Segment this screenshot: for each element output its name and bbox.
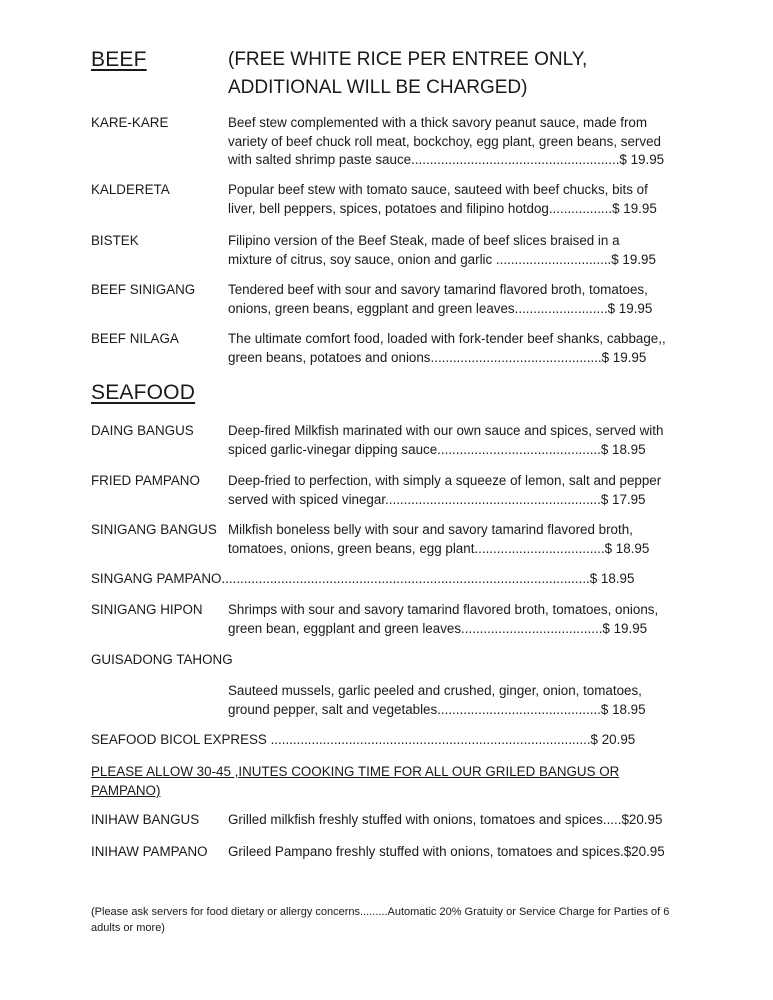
menu-item-name: BEEF NILAGA bbox=[91, 331, 179, 346]
menu-item-name: KARE-KARE bbox=[91, 115, 169, 130]
desc-line: spiced garlic-vinegar dipping sauce............................................$ 18.95 bbox=[228, 441, 646, 457]
menu-item-name: DAING BANGUS bbox=[91, 423, 194, 438]
footer-note: (Please ask servers for food dietary or allergy concerns.........Automatic 20% Gratuity or Service Charge for Parties of 6 adults or more) bbox=[91, 906, 670, 934]
menu-item-name: BISTEK bbox=[91, 233, 139, 248]
menu-item-name: SINIGANG BANGUS bbox=[91, 522, 217, 537]
cooking-time-notice: PLEASE ALLOW 30-45 ,INUTES COOKING TIME FOR ALL OUR GRILED BANGUS OR PAMPANO) bbox=[91, 764, 620, 798]
beef-section-title: BEEF bbox=[91, 48, 147, 71]
desc-line: Filipino version of the Beef Steak, made of beef slices braised in a bbox=[228, 233, 620, 248]
desc-line: served with spiced vinegar..........................................................$ 17.95 bbox=[228, 491, 646, 507]
menu-item-description bbox=[228, 472, 661, 509]
desc-line: variety of beef chuck roll meat, bockchoy, egg plant, green beans, served bbox=[228, 133, 661, 149]
desc-line: Popular beef stew with tomato sauce, sauteed with beef chucks, bits of bbox=[228, 182, 648, 197]
menu-item-name: FRIED PAMPANO bbox=[91, 473, 200, 488]
desc-line: Shrimps with sour and savory tamarind flavored broth, tomatoes, onions, bbox=[228, 602, 659, 617]
menu-item-name: BEEF SINIGANG bbox=[91, 282, 196, 297]
menu-item-description bbox=[228, 682, 646, 719]
desc-line: Milkfish boneless belly with sour and savory tamarind flavored broth, bbox=[228, 522, 633, 537]
desc-line: green bean, eggplant and green leaves......................................$ 19.95 bbox=[228, 620, 648, 636]
menu-item-description bbox=[228, 422, 663, 459]
menu-item-description bbox=[228, 521, 649, 558]
beef-rice-note-line1: (FREE WHITE RICE PER ENTREE ONLY, bbox=[228, 49, 588, 70]
desc-line: green beans, potatoes and onions..............................................$ 19.95 bbox=[228, 349, 647, 365]
beef-rice-note-line2: ADDITIONAL WILL BE CHARGED) bbox=[228, 77, 528, 98]
menu-item-name: KALDERETA bbox=[91, 182, 170, 197]
desc-line: with salted shrimp paste sauce........................................................$ 19.95 bbox=[228, 152, 665, 167]
menu-item-description: Grilled milkfish freshly stuffed with onions, tomatoes and spices.....$20.95 bbox=[228, 812, 663, 827]
menu-item-singang-pampano: SINGANG PAMPANO...................................................................................................$ 18.95 bbox=[91, 571, 635, 586]
menu-item-description bbox=[228, 232, 656, 269]
menu-item-name: INIHAW PAMPANO bbox=[91, 844, 208, 859]
desc-line: onions, green beans, eggplant and green leaves.........................$ 19.95 bbox=[228, 300, 653, 316]
desc-line: The ultimate comfort food, loaded with fork-tender beef shanks, cabbage,, bbox=[228, 331, 666, 346]
menu-item-name: GUISADONG TAHONG bbox=[91, 652, 233, 667]
desc-line: tomatoes, onions, green beans, egg plant...................................$ 18.95 bbox=[228, 540, 650, 556]
menu-item-description bbox=[228, 181, 657, 218]
menu-item-description bbox=[228, 114, 664, 170]
desc-line: liver, bell peppers, spices, potatoes and filipino hotdog.................$ 19.95 bbox=[228, 200, 657, 216]
desc-line: Sauteed mussels, garlic peeled and crushed, ginger, onion, tomatoes, bbox=[228, 683, 642, 698]
seafood-section-title: SEAFOOD bbox=[91, 381, 196, 404]
desc-line: Beef stew complemented with a thick savory peanut sauce, made from bbox=[228, 115, 648, 130]
desc-line: Tendered beef with sour and savory tamarind flavored broth, tomatoes, bbox=[228, 282, 648, 297]
menu-item-description bbox=[228, 601, 658, 638]
menu-item-name: INIHAW BANGUS bbox=[91, 812, 200, 827]
menu-item-description: Grileed Pampano freshly stuffed with onions, tomatoes and spices.$20.95 bbox=[228, 844, 665, 859]
menu-item-bicol-express: SEAFOOD BICOL EXPRESS ......................................................................................$ 20.95 bbox=[91, 732, 636, 747]
desc-line: ground pepper, salt and vegetables............................................$ 18.95 bbox=[228, 701, 646, 717]
desc-line: mixture of citrus, soy sauce, onion and garlic ...............................$ 19.95 bbox=[228, 251, 656, 267]
menu-item-description bbox=[228, 281, 652, 318]
menu-item-description bbox=[228, 330, 666, 367]
menu-item-name: SINIGANG HIPON bbox=[91, 602, 203, 617]
desc-line: Deep-fried to perfection, with simply a squeeze of lemon, salt and pepper bbox=[228, 473, 662, 488]
desc-line: Deep-fired Milkfish marinated with our own sauce and spices, served with bbox=[228, 423, 664, 438]
